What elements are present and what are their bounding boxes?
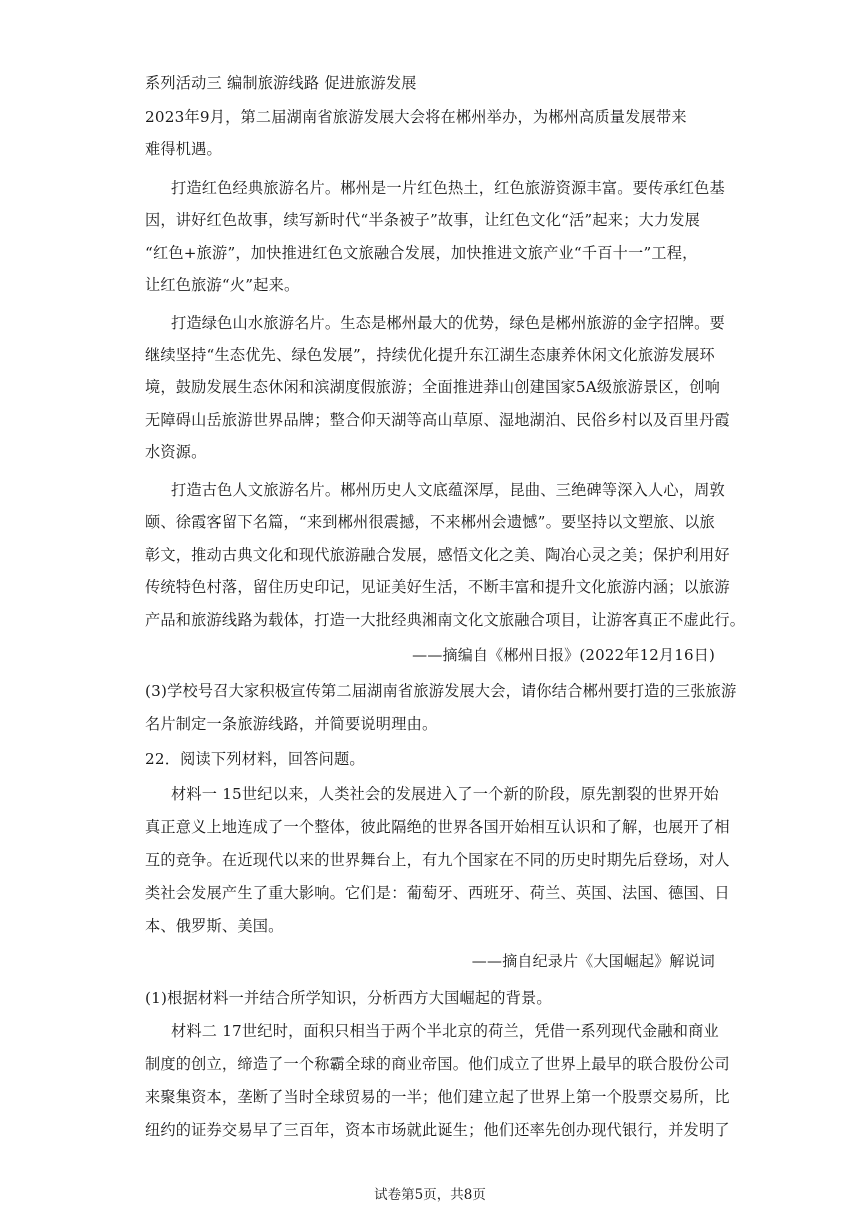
question-22-stem: 22．阅读下列材料，回答问题。 — [145, 750, 365, 768]
para-ancient-line: 传统特色村落，留住历史印记，见证美好生活，不断丰富和提升文化旅游内涵；以旅游 — [145, 578, 730, 596]
para-ancient-line: 颐、徐霞客留下名篇，“来到郴州很震撼，不来郴州会遗憾”。要坚持以文塑旅、以旅 — [145, 513, 715, 531]
material-1-line: 真正意义上地连成了一个整体，彼此隔绝的世界各国开始相互认识和了解，也展开了相 — [145, 818, 730, 836]
para-green-line: 打造绿色山水旅游名片。生态是郴州最大的优势，绿色是郴州旅游的金字招牌。要 — [171, 314, 725, 332]
page-footer: 试卷第5页，共8页 — [374, 1187, 486, 1203]
material-2-line: 来聚集资本，垄断了当时全球贸易的一半；他们建立起了世界上第一个股票交易所，比 — [145, 1088, 730, 1106]
question-3-line: (3)学校号召大家积极宣传第二届湖南省旅游发展大会，请你结合郴州要打造的三张旅游 — [145, 682, 737, 700]
material-1-line: 互的竞争。在近现代以来的世界舞台上，有九个国家在不同的历史时期先后登场，对人 — [145, 851, 730, 869]
para-ancient-line: 产品和旅游线路为载体，打造一大批经典湘南文化文旅融合项目，让游客真正不虚此行。 — [145, 611, 746, 629]
para-green-line: 境，鼓励发展生态休闲和滨湖度假旅游；全面推进莽山创建国家5A级旅游景区，创响 — [145, 378, 720, 396]
intro-line: 难得机遇。 — [145, 140, 222, 158]
para-red-line: 让红色旅游“火”起来。 — [145, 276, 300, 294]
source-citation: ——摘自纪录片《大国崛起》解说词 — [471, 952, 715, 970]
section-heading: 系列活动三 编制旅游线路 促进旅游发展 — [145, 74, 417, 92]
question-1: (1)根据材料一并结合所学知识，分析西方大国崛起的背景。 — [145, 989, 552, 1007]
para-ancient-line: 彰文，推动古典文化和现代旅游融合发展，感悟文化之美、陶冶心灵之美；保护利用好 — [145, 546, 730, 564]
para-red-line: 打造红色经典旅游名片。郴州是一片红色热土，红色旅游资源丰富。要传承红色基 — [171, 179, 725, 197]
material-1-line: 类社会发展产生了重大影响。它们是：葡萄牙、西班牙、荷兰、英国、法国、德国、日 — [145, 884, 730, 902]
para-red-line: “红色+旅游”，加快推进红色文旅融合发展，加快推进文旅产业“千百十一”工程， — [145, 244, 698, 262]
question-3-line: 名片制定一条旅游线路，并简要说明理由。 — [145, 715, 438, 733]
material-2-line: 材料二 17世纪时，面积只相当于两个半北京的荷兰，凭借一系列现代金融和商业 — [171, 1022, 719, 1040]
para-red-line: 因，讲好红色故事，续写新时代“半条被子”故事，让红色文化“活”起来；大力发展 — [145, 211, 701, 229]
para-ancient-line: 打造古色人文旅游名片。郴州历史人文底蕴深厚，昆曲、三绝碑等深入人心，周敦 — [171, 481, 725, 499]
para-green-line: 水资源。 — [145, 443, 207, 461]
source-citation: ——摘编自《郴州日报》(2022年12月16日) — [412, 646, 715, 664]
material-2-line: 纽约的证券交易早了三百年，资本市场就此诞生；他们还率先创办现代银行，并发明了 — [145, 1121, 730, 1139]
material-2-line: 制度的创立，缔造了一个称霸全球的商业帝国。他们成立了世界上最早的联合股份公司 — [145, 1055, 730, 1073]
material-1-line: 本、俄罗斯、美国。 — [145, 917, 284, 935]
para-green-line: 无障碍山岳旅游世界品牌；整合仰天湖等高山草原、湿地湖泊、民俗乡村以及百里丹霞 — [145, 411, 730, 429]
intro-line: 2023年9月，第二届湖南省旅游发展大会将在郴州举办，为郴州高质量发展带来 — [145, 108, 687, 126]
material-1-line: 材料一 15世纪以来，人类社会的发展进入了一个新的阶段，原先割裂的世界开始 — [171, 785, 719, 803]
para-green-line: 继续坚持“生态优先、绿色发展”，持续优化提升东江湖生态康养休闲文化旅游发展环 — [145, 346, 715, 364]
